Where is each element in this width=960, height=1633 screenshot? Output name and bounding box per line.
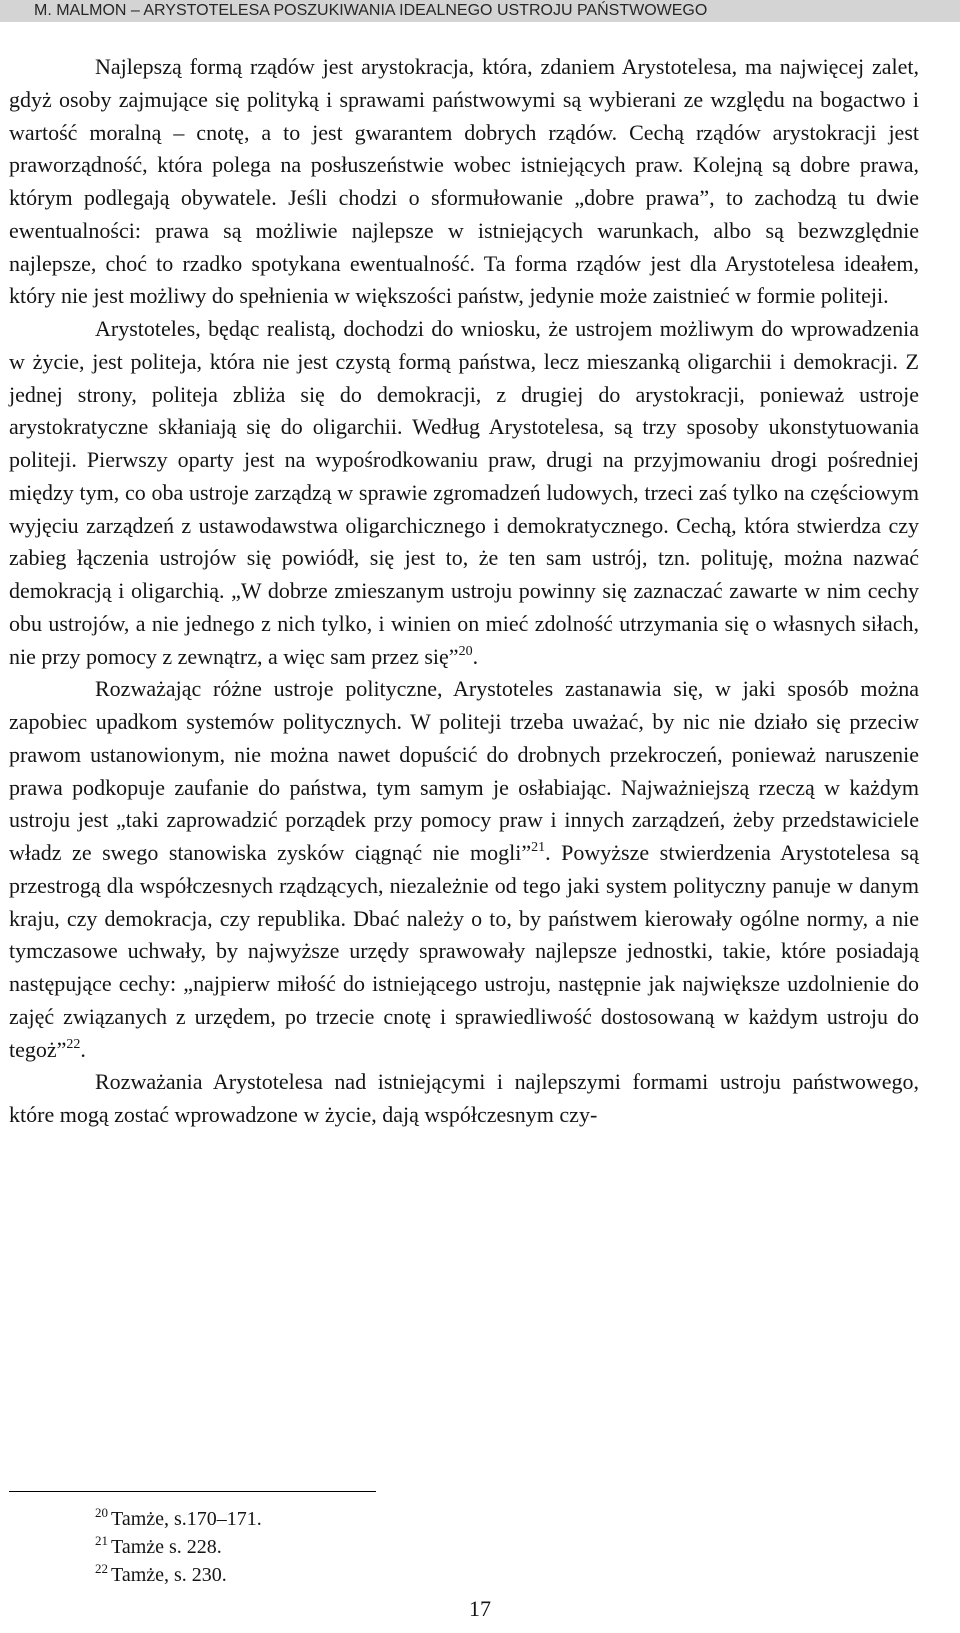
paragraph-text: Rozważania Arystotelesa nad istniejącymi i najlepszymi formami ustroju państwowego, które mogą zostać wprowadzone w życie, dają współczesnym czy- <box>9 1069 919 1127</box>
footnote <box>95 1561 262 1589</box>
footnote <box>95 1533 262 1561</box>
paragraph <box>9 51 919 313</box>
running-header-title: M. MALMON – ARYSTOTELESA POSZUKIWANIA IDEALNEGO USTROJU PAŃSTWOWEGO <box>34 2 708 19</box>
paragraph-text: Arystoteles, będąc realistą, dochodzi do wniosku, że ustrojem możliwym do wprowadzenia w życie, jest politeja, która nie jest czystą formą państwa, lecz mieszanką oligarchii i demokracji. Z jednej strony, politeja zbliża się do demokracji, z drugiej do arystokracji, ponieważ ustroje arystokratyczne skłaniają się do oligarchii. Według Arystotelesa, są trzy sposoby ukonstytuowania politeji. Pierwszy oparty jest na wypośrodkowaniu praw, drugi na przyjmowaniu drogi pośredniej między tym, co oba ustroje zarządzą w sprawie zgromadzeń ludowych, trzeci zaś tylko na częściowym wyjęciu zarządzeń z ustawodawstwa oligarchicznego i demokratycznego. Cechą, która stwierdza czy zabieg łączenia ustrojów się powiódł, się jest to, że ten sam ustrój, tzn. polituję, można nazwać demokracją i oligarchią. „W dobrze zmieszanym ustroju powinny się zaznaczać zawarte w nim cechy obu ustrojów, a nie jednego z nich tylko, i winien on mieć zdolność utrzymania się o własnych siłach, nie przy pomocy z zewnątrz, a więc sam przez się” <box>9 316 919 669</box>
paragraph-text: Najlepszą formą rządów jest arystokracja, która, zdaniem Arystotelesa, ma najwięcej zalet, gdyż osoby zajmujące się polityką i sprawami państwowymi są wybierani ze względu na bogactwo i wartość moralną – cnotę, a to jest gwarantem dobrych rządów. Cechą rządów arystokracji jest praworządność, która polega na posłuszeństwie wobec istniejących praw. Kolejną są dobre prawa, którym podlegają obywatele. Jeśli chodzi o sformułowanie „dobre prawa”, to zachodzą tu dwie ewentualności: prawa są możliwie najlepsze w istniejących warunkach, albo są bezwzględnie najlepsze, choć to rzadko spotykana ewentualność. Ta forma rządów jest dla Arystotelesa ideałem, który nie jest możliwy do spełnienia w większości państw, jedynie może zaistnieć w formie politeji. <box>9 54 919 309</box>
footnote <box>95 1505 262 1533</box>
paragraph <box>9 313 919 673</box>
footnote-reference: 20 <box>458 643 473 659</box>
main-text <box>9 51 919 1132</box>
footnote-reference: 22 <box>66 1036 81 1052</box>
paragraph <box>9 1066 919 1132</box>
footnotes <box>95 1505 262 1589</box>
footnote-number: 20 <box>95 1505 108 1520</box>
paragraph-text: . <box>472 643 479 669</box>
paragraph-text: . Powyższe stwierdzenia Arystotelesa są przestrogą dla współczesnych rządzących, niezależnie od tego jaki system polityczny panuje w danym kraju, czy demokracja, czy republika. Dbać należy o to, by państwem kierowały ogólne normy, a nie tymczasowe uchwały, by najwyższe urzędy sprawowały najlepsze jednostki, takie, które posiadają następujące cechy: „najpierw miłość do istniejącego ustroju, następnie jak największe uzdolnienie do zajęć związanych z urzędem, po trzecie cnotę i sprawiedliwość dostosowaną w każdym ustroju do tegoż” <box>9 840 920 1062</box>
running-header <box>0 0 960 22</box>
footnote-reference: 21 <box>531 840 546 855</box>
footnote-text: Tamże s. 228. <box>111 1536 222 1558</box>
paragraph-text: Rozważając różne ustroje polityczne, Arystoteles zastanawia się, w jaki sposób można zapobiec upadkom systemów politycznych. W politeji trzeba uważać, by nic nie działo się przeciw prawom ustanowionym, nie można nawet dopuścić do drobnych przekroczeń, ponieważ naruszenie prawa podkopuje zaufanie do państwa, tym samym je osłabiając. Najważniejszą rzeczą w każdym ustroju jest „taki zaprowadzić porządek przy pomocy praw i innych zarządzeń, żeby przedstawiciele władz ze swego stanowiska zysków ciągnąć nie mogli” <box>9 676 919 865</box>
footnote-text: Tamże, s. 230. <box>111 1564 227 1586</box>
footnote-text: Tamże, s.170–171. <box>111 1508 262 1530</box>
paragraph-text: . <box>80 1036 86 1062</box>
paragraph <box>9 673 919 1066</box>
page-number: 17 <box>469 1596 491 1621</box>
footnote-number: 21 <box>95 1533 108 1548</box>
footnote-number: 22 <box>95 1561 108 1576</box>
footnote-divider <box>9 1491 376 1492</box>
